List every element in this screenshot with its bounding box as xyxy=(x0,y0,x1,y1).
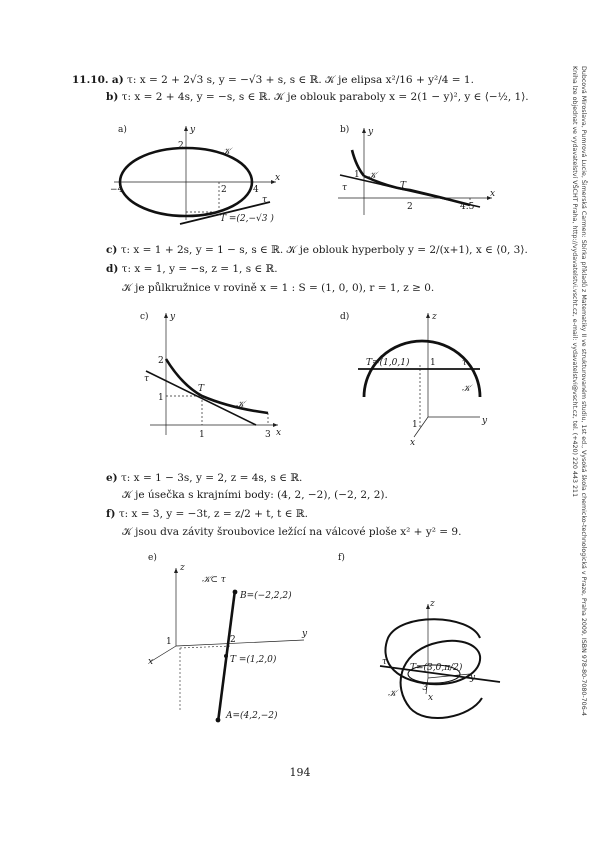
fig-a-tick-y2: 2 xyxy=(178,141,184,151)
sidebar-line-2: Kniha lze objednat ve vydavatelství VŠCHT Praha, http://vydavatelstvi.vscht.cz, e-mail: vydavatelstvi@vscht.cz, tel. (+420) 220 443 211 xyxy=(571,66,578,498)
fig-a-y-arrow xyxy=(184,126,188,131)
item-e xyxy=(106,472,302,484)
fig-e-T: T =(1,2,0) xyxy=(230,655,277,665)
item-a xyxy=(72,74,474,86)
fig-d-z-arrow xyxy=(426,313,430,318)
fig-d-tick-z1: 1 xyxy=(430,358,436,368)
fig-f-T: T=(3,0,π/2) xyxy=(410,663,463,673)
item-f-line2 xyxy=(122,526,461,538)
fig-e-point-B xyxy=(233,590,238,595)
fig-a-y: y xyxy=(190,125,196,135)
item-b-text: τ: x = 2 + 4s, y = −s, s ∈ ℝ. 𝒦 je oblouk paraboly x = 2(1 − y)², y ∈ ⟨−½, 1⟩. xyxy=(121,91,529,103)
fig-e-z: z xyxy=(180,563,185,573)
fig-a-label: a) xyxy=(118,125,127,135)
fig-b-y-arrow xyxy=(362,128,366,133)
item-d-label: d) xyxy=(106,263,119,275)
item-b-label: b) xyxy=(106,91,119,103)
fig-c-tick-y2: 2 xyxy=(158,356,164,366)
fig-e-tick-2: 2 xyxy=(230,635,236,645)
fig-c-K: 𝒦 xyxy=(236,400,245,410)
item-f-text: τ: x = 3, y = −3t, z = z/2 + t, t ∈ ℝ. xyxy=(118,508,308,520)
fig-e-point-T xyxy=(224,654,228,658)
item-b xyxy=(106,91,529,103)
fig-d-T: T=(1,0,1) xyxy=(366,358,410,368)
item-e-text2: 𝒦 je úsečka s krajními body: (4, 2, −2), (−2, 2, 2). xyxy=(122,489,388,501)
fig-c-x-arrow xyxy=(273,423,278,427)
problem-number: 11.10. xyxy=(72,74,109,86)
fig-a-T: T =(2,−√3 ) xyxy=(220,214,274,224)
fig-f-x: x xyxy=(428,693,434,703)
figure-e xyxy=(140,548,310,733)
item-d-text2: 𝒦 je půlkružnice v rovině x = 1 : S = (1, 0, 0), r = 1, z ≥ 0. xyxy=(122,282,435,294)
item-d xyxy=(106,263,278,275)
item-f-label: f) xyxy=(106,508,116,520)
item-c xyxy=(106,244,528,256)
fig-e-Kt: 𝒦⊂ τ xyxy=(202,575,226,585)
fig-d-K: 𝒦 xyxy=(462,384,471,394)
fig-c-tick-x1: 1 xyxy=(199,430,205,440)
fig-b-x: x xyxy=(490,189,496,199)
item-d-text: τ: x = 1, y = −s, z = 1, s ∈ ℝ. xyxy=(121,263,278,275)
copyright-sidebar xyxy=(558,66,588,776)
figure-b xyxy=(330,120,500,225)
fig-b-T: T xyxy=(400,181,407,191)
item-a-text: τ: x = 2 + 2√3 s, y = −√3 + s, s ∈ ℝ. 𝒦 je elipsa x²/16 + y²/4 = 1. xyxy=(127,74,474,86)
fig-a-tick-xm4: −4 xyxy=(110,185,124,195)
fig-f-K: 𝒦 xyxy=(388,689,397,699)
fig-b-y: y xyxy=(368,127,374,137)
item-e-text: τ: x = 1 − 3s, y = 2, z = 4s, s ∈ ℝ. xyxy=(121,472,303,484)
figure-a xyxy=(110,120,290,230)
fig-b-tick-x45: 4.5 xyxy=(460,202,475,212)
fig-e-A: A=(4,2,−2) xyxy=(226,711,278,721)
fig-f-tick-3: 3 xyxy=(422,683,428,693)
fig-b-label: b) xyxy=(340,125,350,135)
fig-e-x: x xyxy=(148,657,154,667)
item-f-text2: 𝒦 jsou dva závity šroubovice ležící na válcové ploše x² + y² = 9. xyxy=(122,526,462,538)
fig-c-tau: τ xyxy=(144,374,149,384)
fig-e-y-axis xyxy=(176,640,304,646)
fig-d-x: x xyxy=(410,438,416,448)
fig-c-tick-x3: 3 xyxy=(265,430,271,440)
fig-d-y: y xyxy=(482,416,488,426)
fig-e-dash-b xyxy=(180,646,232,648)
fig-c-tick-y1: 1 xyxy=(158,393,164,403)
fig-b-K: 𝒦 xyxy=(368,171,377,181)
fig-a-x: x xyxy=(275,173,281,183)
item-e-label: e) xyxy=(106,472,118,484)
fig-c-y: y xyxy=(170,312,176,322)
fig-c-label: c) xyxy=(140,312,149,322)
fig-e-B: B=(−2,2,2) xyxy=(240,591,292,601)
figure-d xyxy=(330,305,510,450)
fig-d-tick-y1: 1 xyxy=(412,420,418,430)
fig-e-label: e) xyxy=(148,553,157,563)
item-e-line2 xyxy=(122,489,388,501)
item-d-line2 xyxy=(122,282,434,294)
fig-a-K: 𝒦 xyxy=(222,147,231,157)
fig-d-z: z xyxy=(432,312,437,322)
fig-f-tau: τ xyxy=(382,657,387,667)
fig-a-tau: τ xyxy=(262,195,267,205)
fig-b-tick-x2: 2 xyxy=(407,202,413,212)
fig-f-label: f) xyxy=(338,553,345,563)
figure-f xyxy=(330,548,510,733)
fig-e-point-A xyxy=(216,718,221,723)
item-c-text: τ: x = 1 + 2s, y = 1 − s, s ∈ ℝ. 𝒦 je oblouk hyperboly y = 2/(x+1), x ∈ ⟨0, 3⟩. xyxy=(120,244,528,256)
fig-e-y: y xyxy=(302,629,308,639)
fig-b-tick-y1: 1 xyxy=(354,170,360,180)
fig-b-tau: τ xyxy=(342,183,347,193)
fig-e-z-arrow xyxy=(174,568,178,573)
fig-f-y: y xyxy=(470,673,476,683)
item-f xyxy=(106,508,308,520)
fig-a-tick-x2: 2 xyxy=(221,185,227,195)
fig-c-y-arrow xyxy=(164,313,168,318)
fig-e-tick-1: 1 xyxy=(166,637,172,647)
fig-c-T: T xyxy=(198,384,205,394)
figure-c xyxy=(130,305,290,450)
fig-c-x: x xyxy=(276,428,282,438)
fig-c-hyperbola xyxy=(166,359,268,413)
fig-f-z: z xyxy=(430,599,435,609)
fig-e-x-axis xyxy=(150,646,176,662)
fig-d-tau: τ xyxy=(462,358,467,368)
sidebar-line-1: Dubcová Miroslava, Pumrová Lucie, Šimerská Carmen: Sbírka příkladů z Matematiky II ve strukturovaném studiu, 1st ed., Vysoká škola chemicko-technologická v Praze, Praha 2009, ISBN 978-80-7080-706-4 xyxy=(580,66,587,716)
item-a-label: a) xyxy=(111,74,124,86)
fig-d-label: d) xyxy=(340,312,350,322)
fig-a-tick-x4: 4 xyxy=(253,185,259,195)
page-number: 194 xyxy=(289,766,311,779)
item-c-label: c) xyxy=(106,244,118,256)
